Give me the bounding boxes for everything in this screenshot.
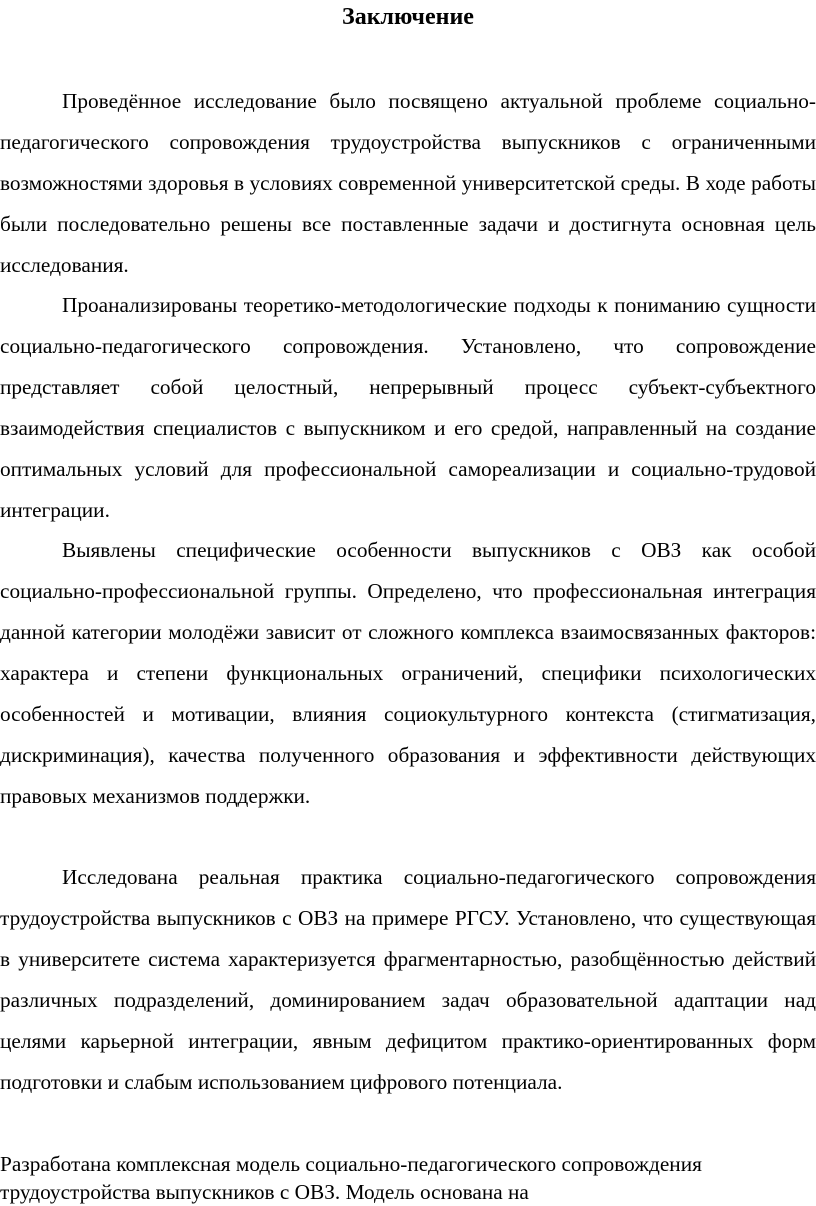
paragraph-3: Выявлены специфические особенности выпускников с ОВЗ как особой социально-профессиональной группы. Определено, что профессиональная интеграция данной категории молодёжи зависит от сложного комплекса взаимосвязанных факторов: характера и степени функциональных ограничений, специфики психологических особенностей и мотивации, влияния социокультурного контекста (стигматизация, дискриминация), качества полученного образования и эффективности действующих правовых механизмов поддержки. [0,538,816,808]
paragraph-2: Проанализированы теоретико-методологические подходы к пониманию сущности социально-педагогического сопровождения. Установлено, что сопровождение представляет собой целостный, непрерывный процесс субъект-субъектного взаимодействия специалистов с выпускником и его средой, направленный на создание оптимальных условий для профессиональной самореализации и социально-трудовой интеграции. [0,293,816,522]
document-title: Заключение [342,4,474,30]
paragraph-4: Исследована реальная практика социально-педагогического сопровождения трудоустройства выпускников с ОВЗ на примере РГСУ. Установлено, что существующая в университете система характеризуется фрагментарностью, разобщённостью действий различных подразделений, доминированием задач образовательной адаптации над целями карьерной интеграции, явным дефицитом практико-ориентированных форм подготовки и слабым использованием цифрового потенциала. [0,865,816,1094]
paragraph-5: Разработана комплексная модель социально-педагогического сопровождения трудоустройства выпускников с ОВЗ. Модель основана на [0,1152,702,1204]
paragraph-1: Проведённое исследование было посвящено актуальной проблеме социально-педагогического сопровождения трудоустройства выпускников с ограниченными возможностями здоровья в условиях современной университетской среды. В ходе работы были последовательно решены все поставленные задачи и достигнута основная цель исследования. [0,89,816,277]
